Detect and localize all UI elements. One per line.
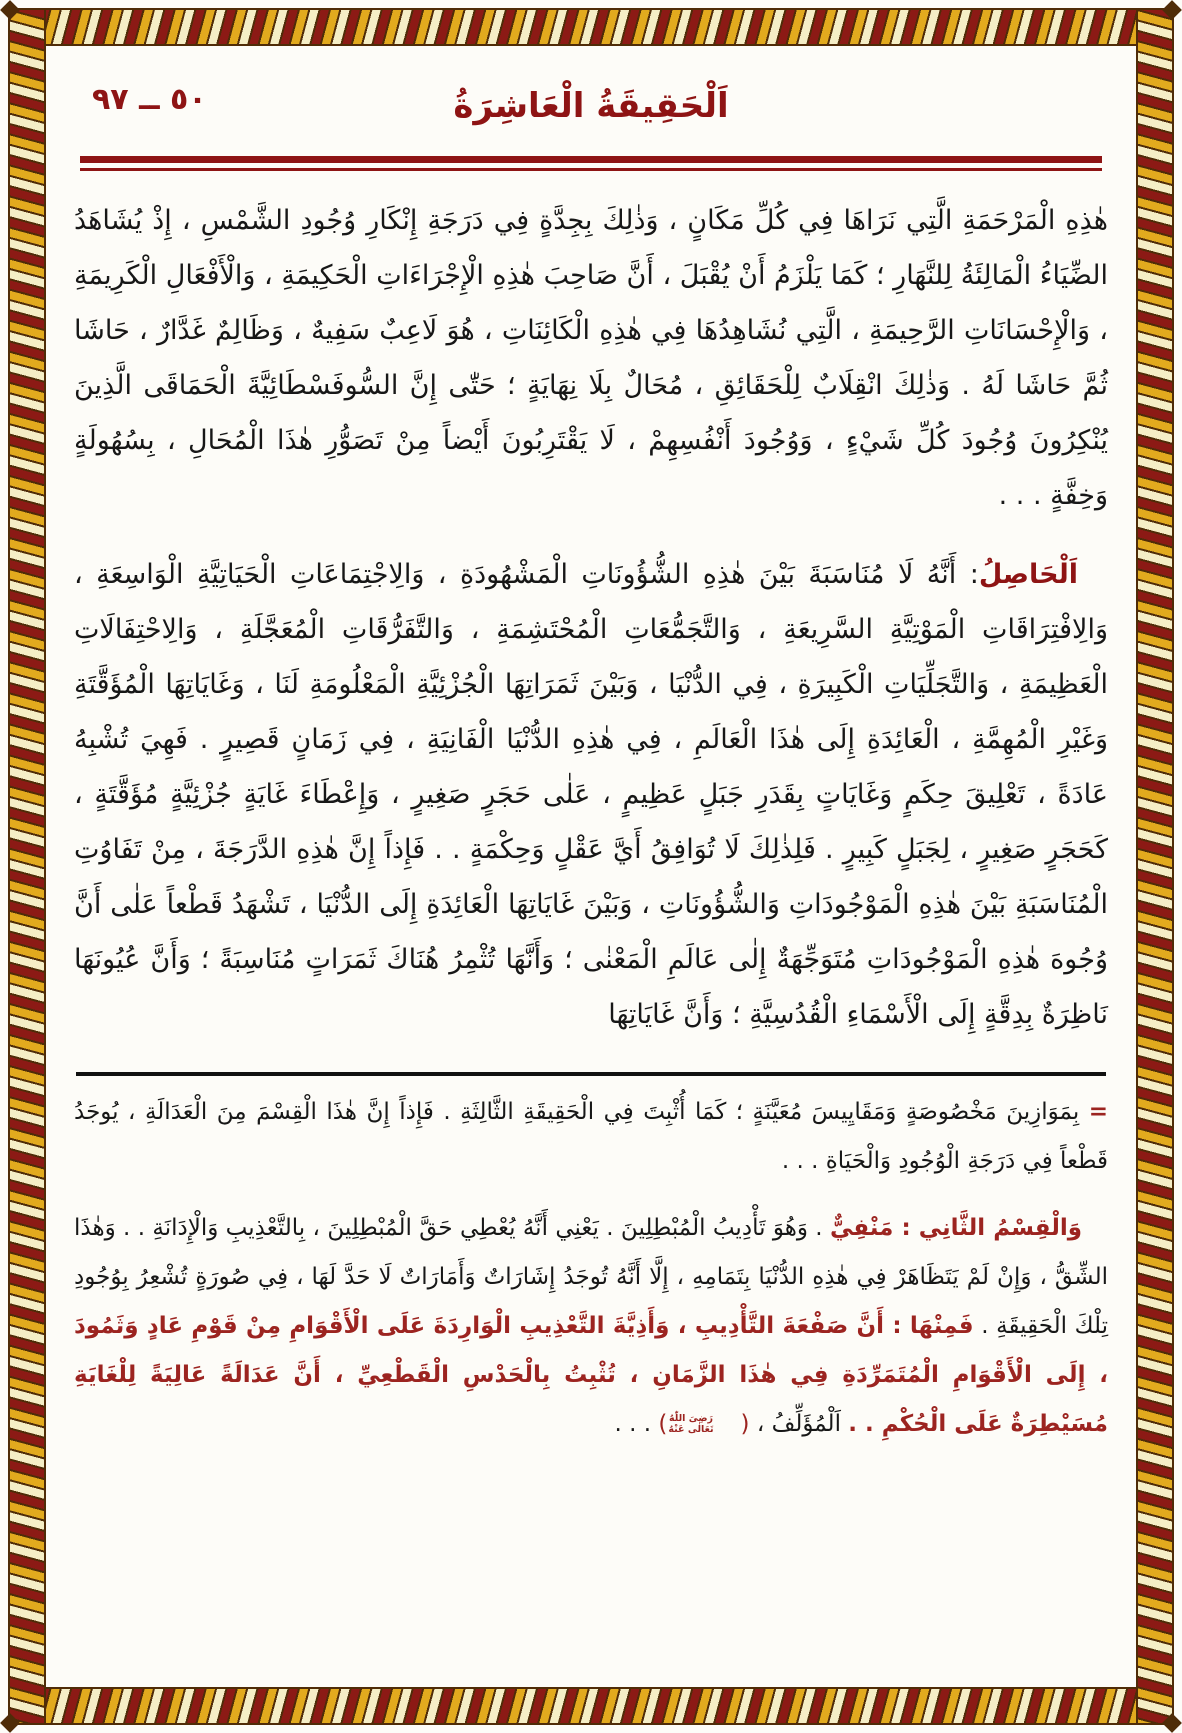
seal-text-line: رَضِىَ اللّٰهُ [668,1413,713,1425]
footnote-text: . وَهُوَ تَأْدِيبُ الْمُبْطِلِينَ . يَعْنِي أَنَّهُ يُعْطِي حَقَّ الْمُبْطِلِينَ ، بِالتَّعْذِيبِ وَالْإِدَانَةِ . . وَهٰذَا الشِّقُّ ، وَإِنْ لَمْ يَتَظَاهَرْ فِي هٰذِهِ الدُّنْيَا بِتَمَامِهِ ، إِلَّا أَنَّهُ تُوجَدُ إِشَارَاتٌ وَأَمَارَاتٌ لَا حَدَّ لَهَا ، فِي صُورَةٍ تُشْعِرُ بِوُجُودِ تِلْكَ الْحَقِيقَةِ . [74,1215,1108,1339]
footnote-text: بِمَوَازِينَ مَخْصُوصَةٍ وَمَقَايِيسَ مُعَيَّنَةٍ ؛ كَمَا أُثْبِتَ فِي الْحَقِيقَةِ الثَّالِثَةِ . فَإِذاً إِنَّ هٰذَا الْقِسْمَ مِنَ الْعَدَالَةِ ، يُوجَدُ قَطْعاً فِي دَرَجَةِ الْوُجُودِ وَالْحَيَاةِ . . . [74,1099,1108,1174]
frame-border-top [8,8,1174,46]
page-header [74,76,1108,142]
seal-text-line: تَعَالٰى عَنْهُ [668,1423,714,1435]
paragraph [74,547,1108,1042]
footnote-separator-rule [76,1072,1106,1076]
hasil-lead-word: اَلْحَاصِلُ [978,559,1078,590]
frame-border-bottom [8,1687,1174,1725]
main-text [74,193,1108,1042]
page-content [46,46,1136,1687]
paragraph: هٰذِهِ الْمَرْحَمَةِ الَّتِي نَرَاهَا فِي كُلِّ مَكَانٍ ، وَذٰلِكَ بِجِدَّةٍ فِي دَرَجَةِ إِنْكَارِ وُجُودِ الشَّمْسِ ، إِذْ يُشَاهَدُ الضِّيَاءُ الْمَالِئَةُ لِلنَّهَارِ ؛ كَمَا يَلْزَمُ أَنْ يُقْبَلَ ، أَنَّ صَاحِبَ هٰذِهِ الْإِجْرَاءَاتِ الْحَكِيمَةِ ، وَالْأَفْعَالِ الْكَرِيمَةِ ، وَالْإِحْسَانَاتِ الرَّحِيمَةِ ، الَّتِي نُشَاهِدُهَا فِي هٰذِهِ الْكَائِنَاتِ ، هُوَ لَاعِبٌ سَفِيهٌ ، وَظَالِمٌ غَدَّارٌ ، حَاشَا ثُمَّ حَاشَا لَهُ . وَذٰلِكَ انْقِلَابٌ لِلْحَقَائِقِ ، مُحَالٌ بِلَا نِهَايَةٍ ؛ حَتّٰى إِنَّ السُّوفَسْطَائِيَّةَ الْحَمَاقَى الَّذِينَ يُنْكِرُونَ وُجُودَ كُلِّ شَيْءٍ ، وَوُجُودَ أَنْفُسِهِمْ ، لَا يَقْتَرِبُونَ أَيْضاً مِنْ تَصَوُّرِ هٰذَا الْمُحَالِ ، بِسُهُولَةٍ وَخِفَّةٍ . . . [74,205,1108,511]
seal-paren-open: ( [740,1411,750,1437]
frame-border-left [8,8,46,1725]
title-divider-rule [80,156,1102,171]
footnote-continuation-marker: = [1088,1099,1109,1125]
footnote-paragraph [74,1088,1108,1186]
page-number: ٥٠ ــ ٩٧ [92,82,207,117]
radiallahu-anhu-seal-icon [667,1414,740,1435]
page-title: اَلْحَقِيقَةُ الْعَاشِرَةُ [453,86,729,126]
footnote-red-text: فَمِنْهَا : أَنَّ صَفْعَةَ التَّأْدِيبِ ، وَأَذِيَّةَ التَّعْذِيبِ الْوَارِدَةَ عَلَى الْأَقْوَامِ مِنْ قَوْمِ عَادٍ وَثَمُودَ ، إِلَى الْأَقْوَامِ الْمُتَمَرِّدَةِ فِي هٰذَا الزَّمَانِ ، تُثْبِتُ بِالْحَدْسِ الْقَطْعِيِّ ، أَنَّ عَدَالَةً عَالِيَةً لِلْغَايَةِ مُسَيْطِرَةٌ عَلَى الْحُكْمِ . . [74,1313,1108,1437]
frame-border-right [1136,8,1174,1725]
footnote-section-label: وَالْقِسْمُ الثَّانِي : مَنْفِيٌّ [829,1215,1083,1241]
footnote-author: اَلْمُؤَلِّفُ ، [756,1411,841,1437]
author-seal [658,1411,749,1437]
seal-paren-close: ) [658,1411,668,1437]
footnote-ellipsis: . . . [614,1411,652,1437]
footnote-paragraph [74,1204,1108,1449]
paragraph-text: : أَنَّهُ لَا مُنَاسَبَةَ بَيْنَ هٰذِهِ الشُّؤُونَاتِ الْمَشْهُودَةِ ، وَالِاجْتِمَاعَاتِ الْحَيَاتِيَّةِ الْوَاسِعَةِ ، وَالِافْتِرَاقَاتِ الْمَوْتِيَّةِ السَّرِيعَةِ ، وَالتَّجَمُّعَاتِ الْمُحْتَشِمَةِ ، وَالتَّفَرُّقَاتِ الْمُعَجَّلَةِ ، وَالِاحْتِفَالَاتِ الْعَظِيمَةِ ، وَالتَّجَلِّيَاتِ الْكَبِيرَةِ ، فِي الدُّنْيَا ، وَبَيْنَ ثَمَرَاتِهَا الْجُزْئِيَّةِ الْمَعْلُومَةِ لَنَا ، وَغَايَاتِهَا الْمُؤَقَّتَةِ وَغَيْرِ الْمُهِمَّةِ ، الْعَائِدَةِ إِلَى هٰذَا الْعَالَمِ ، فِي هٰذِهِ الدُّنْيَا الْفَانِيَةِ ، فِي زَمَانٍ قَصِيرٍ . فَهِيَ تُشْبِهُ عَادَةً ، تَعْلِيقَ حِكَمٍ وَغَايَاتٍ بِقَدَرِ جَبَلٍ عَظِيمٍ ، عَلٰى حَجَرٍ صَغِيرٍ ، وَإِعْطَاءَ غَايَةٍ جُزْئِيَّةٍ مُؤَقَّتَةٍ ، كَحَجَرٍ صَغِيرٍ ، لِجَبَلٍ كَبِيرٍ . فَلِذٰلِكَ لَا تُوَافِقُ أَيَّ عَقْلٍ وَحِكْمَةٍ . . فَإِذاً إِنَّ هٰذِهِ الدَّرَجَةَ ، مِنْ تَفَاوُتِ الْمُنَاسَبَةِ بَيْنَ هٰذِهِ الْمَوْجُودَاتِ وَالشُّؤُونَاتِ ، وَبَيْنَ غَايَاتِهَا الْعَائِدَةِ إِلَى الدُّنْيَا ، تَشْهَدُ قَطْعاً عَلٰى أَنَّ وُجُوهَ هٰذِهِ الْمَوْجُودَاتِ مُتَوَجِّهَةٌ إِلٰى عَالَمِ الْمَعْنٰى ؛ وَأَنَّهَا تُثْمِرُ هُنَاكَ ثَمَرَاتٍ مُنَاسِبَةً ؛ وَأَنَّ عُيُونَهَا نَاظِرَةٌ بِدِقَّةٍ إِلَى الْأَسْمَاءِ الْقُدُسِيَّةِ ؛ وَأَنَّ غَايَاتِهَا [74,559,1108,1030]
footnote-block [74,1088,1108,1449]
